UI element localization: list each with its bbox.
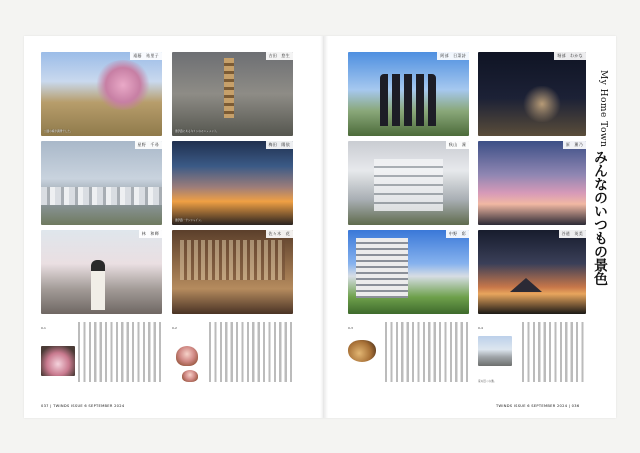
photo-credit: 原 薫乃 — [563, 141, 586, 149]
photo-credit: 星野 千尋 — [135, 141, 163, 149]
photo-credit: 遠藤 祐里子 — [130, 52, 162, 60]
thumb-guitar — [348, 340, 376, 362]
text-column — [348, 322, 469, 430]
photo-cafe-room — [172, 230, 293, 314]
photo-credit: 佐々木 花 — [266, 230, 294, 238]
thumb-road-caption: 家の近くの道。 — [478, 380, 497, 383]
thumb-road — [478, 336, 512, 366]
photo-plum-blossom — [41, 52, 162, 136]
photo-caption: 通学路にあるキリンのモニュメント。 — [175, 129, 219, 133]
photo-night-gathering — [478, 52, 586, 136]
thumb-pink-flower — [41, 346, 75, 376]
column-body-text — [209, 322, 293, 382]
column-number: 0-2 — [172, 326, 177, 330]
photo-credit: 堀部 わかな — [554, 52, 586, 60]
column-number: 0-3 — [348, 326, 353, 330]
column-body-text — [385, 322, 469, 382]
footer-left: 037 | TWINDS ISSUE 6 SEPTEMBER 2024 — [41, 404, 125, 408]
page-gutter — [320, 36, 328, 418]
column-body-text — [522, 322, 586, 382]
photo-uniform-friends — [348, 52, 469, 136]
photo-city-view — [41, 141, 162, 225]
photo-fuji-sunset — [478, 230, 586, 314]
photo-caption: 通学路・サンシャイン。 — [175, 218, 204, 222]
text-column — [172, 322, 293, 430]
photo-credit: 林 和輝 — [139, 230, 162, 238]
feature-title-jp: みんなのいつもの景色 — [592, 150, 608, 285]
photo-giraffe — [172, 52, 293, 136]
photo-credit: 秋山 凜 — [446, 141, 469, 149]
photo-credit: 梅田 陽依 — [266, 141, 294, 149]
photo-dusk-sky — [478, 141, 586, 225]
photo-credit: 阿部 日菜詩 — [437, 52, 469, 60]
photo-credit: 吉田 悠生 — [266, 52, 294, 60]
photo-credit: 中野 彩 — [446, 230, 469, 238]
text-column — [41, 322, 162, 430]
photo-credit: 谷道 英美 — [559, 230, 587, 238]
feature-title-en: My Home Town — [598, 70, 608, 148]
column-number: 0-4 — [478, 326, 483, 330]
photo-corridor — [348, 141, 469, 225]
text-column — [478, 322, 586, 430]
column-body-text — [78, 322, 162, 382]
photo-caption: 公園の梅が満開でした。 — [44, 129, 73, 133]
thumb-cake — [176, 346, 198, 366]
photo-apartment-park — [348, 230, 469, 314]
thumb-cake-plate — [182, 370, 198, 382]
photo-sunset-highway — [172, 141, 293, 225]
column-number: 0-1 — [41, 326, 46, 330]
footer-right: TWINDS ISSUE 6 SEPTEMBER 2024 | 036 — [496, 404, 580, 408]
photo-cherry-street — [41, 230, 162, 314]
